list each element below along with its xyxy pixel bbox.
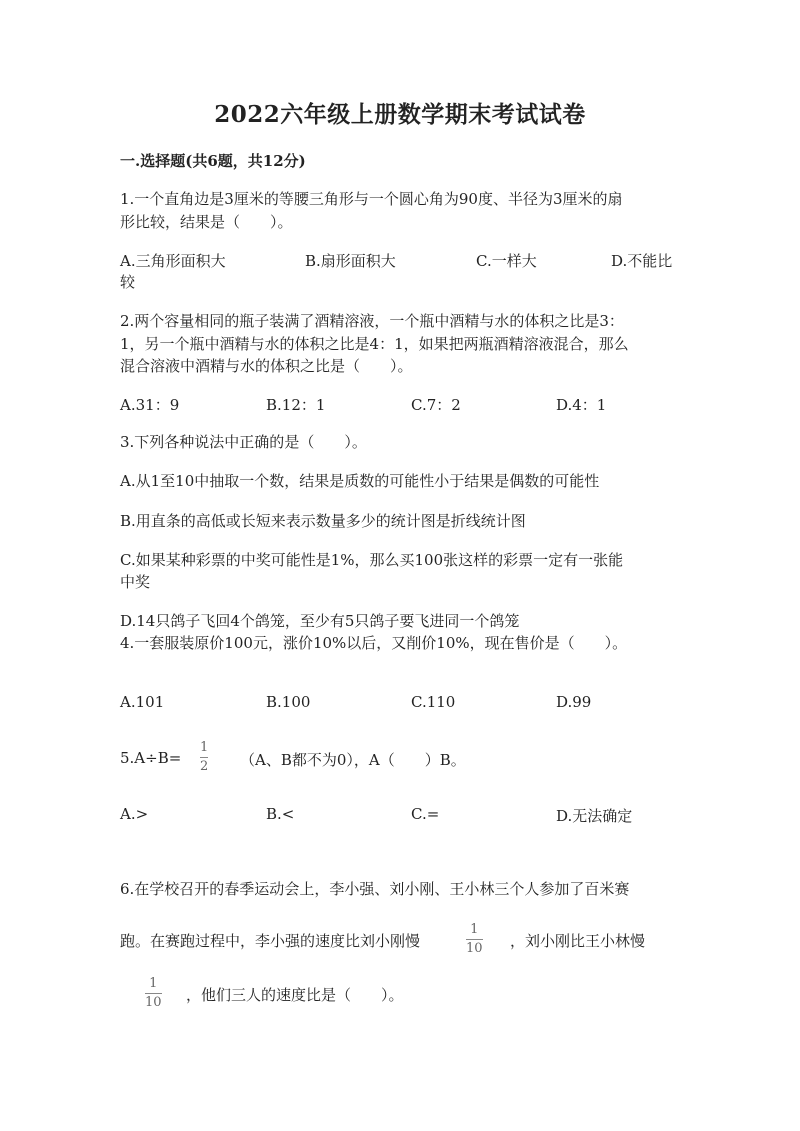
question-5-option-a: A.>: [120, 805, 149, 823]
question-6-line-3: ，他们三人的速度比是（ ）。: [186, 986, 404, 1004]
question-6-fraction-2-denominator: 10: [145, 995, 162, 1010]
question-6-line-2-prefix: 跑。在赛跑过程中，李小强的速度比刘小刚慢: [120, 932, 421, 950]
question-1-option-d: D.不能比: [611, 252, 673, 270]
question-1-option-a: A.三角形面积大: [120, 252, 226, 270]
question-4-option-c: C.110: [411, 693, 456, 711]
question-6-fraction-2: [145, 976, 162, 1011]
question-5-option-c: C.=: [411, 805, 440, 823]
question-1-option-b: B.扇形面积大: [305, 252, 396, 270]
question-3-stem: 3.下列各种说法中正确的是（ ）。: [120, 433, 367, 451]
question-2-line-2: 1，另一个瓶中酒精与水的体积之比是4：1，如果把两瓶酒精溶液混合，那么: [120, 335, 629, 353]
question-5-fraction-numerator: 1: [200, 740, 209, 755]
question-2-line-3: 混合溶液中酒精与水的体积之比是（ ）。: [120, 357, 413, 375]
question-6-line-1: 6.在学校召开的春季运动会上，李小强、刘小刚、王小林三个人参加了百米赛: [120, 880, 630, 898]
question-2-option-d: D.4：1: [556, 396, 607, 414]
fraction-bar: [145, 993, 162, 994]
question-3-option-c-line-2: 中奖: [120, 573, 151, 591]
question-5-suffix: （A、B都不为0），A（ ）B。: [240, 751, 466, 769]
fraction-bar: [200, 757, 208, 758]
question-1-option-c: C.一样大: [476, 252, 537, 270]
question-2-option-c: C.7：2: [411, 396, 461, 414]
question-3-option-d: D.14只鸽子飞回4个鸽笼，至少有5只鸽子要飞进同一个鸽笼: [120, 612, 520, 630]
question-1-option-d-wrap: 较: [120, 273, 136, 291]
question-5-option-b: B.<: [266, 805, 295, 823]
question-5-option-d: D.无法确定: [556, 807, 633, 825]
fraction-bar: [466, 939, 483, 940]
question-4-option-a: A.101: [120, 693, 165, 711]
question-2-option-b: B.12：1: [266, 396, 326, 414]
question-2-line-1: 2.两个容量相同的瓶子装满了酒精溶液，一个瓶中酒精与水的体积之比是3：: [120, 312, 624, 330]
question-1-line-2: 形比较，结果是（ ）。: [120, 213, 293, 231]
question-3-option-b: B.用直条的高低或长短来表示数量多少的统计图是折线统计图: [120, 512, 526, 530]
question-6-fraction-1-denominator: 10: [466, 941, 483, 956]
question-6-fraction-1: [466, 922, 483, 957]
question-5-fraction-denominator: 2: [200, 759, 209, 774]
page-title: 2022六年级上册数学期末考试试卷: [214, 101, 586, 128]
question-6-fraction-1-numerator: 1: [470, 922, 479, 937]
question-6-fraction-2-numerator: 1: [149, 976, 158, 991]
question-4-option-b: B.100: [266, 693, 311, 711]
question-1-line-1: 1.一个直角边是3厘米的等腰三角形与一个圆心角为90度、半径为3厘米的扇: [120, 190, 623, 208]
question-5-prefix: 5.A÷B=: [120, 749, 182, 767]
question-3-option-c-line-1: C.如果某种彩票的中奖可能性是1%，那么买100张这样的彩票一定有一张能: [120, 551, 624, 569]
question-3-option-a: A.从1至10中抽取一个数，结果是质数的可能性小于结果是偶数的可能性: [120, 472, 600, 490]
question-4-option-d: D.99: [556, 693, 592, 711]
question-5-fraction: [200, 740, 208, 775]
question-4-stem: 4.一套服装原价100元，涨价10%以后，又削价10%，现在售价是（ ）。: [120, 634, 628, 652]
question-6-line-2-suffix: ，刘小刚比王小林慢: [510, 932, 646, 950]
section-heading: 一.选择题(共6题，共12分): [120, 152, 306, 170]
question-2-option-a: A.31：9: [120, 396, 180, 414]
